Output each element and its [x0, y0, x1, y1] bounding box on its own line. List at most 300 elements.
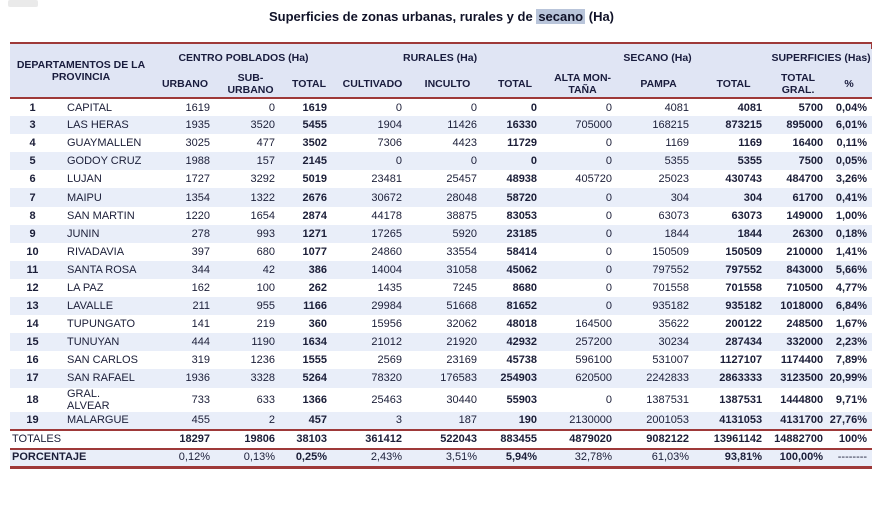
centro-total-value: 1271: [302, 227, 328, 240]
table-row: [10, 207, 872, 225]
secano-total-value: 1169: [738, 137, 763, 150]
title-prefix: Superficies de zonas urbanas, rurales y de: [268, 9, 537, 24]
urbano-value: 397: [191, 245, 210, 258]
rurales-total-value: 58720: [506, 191, 538, 204]
table-footer: [10, 430, 872, 468]
secano-total-value: 1127107: [719, 354, 763, 367]
pampa-value: 1169: [665, 137, 690, 150]
row-number: 19: [26, 414, 39, 427]
pampa-value: 25023: [658, 173, 690, 186]
row-number: 15: [26, 336, 39, 349]
total-gral-value: 61700: [792, 191, 824, 204]
inculto-value: 28048: [446, 191, 478, 204]
row-number: 7: [29, 191, 36, 204]
urbano-value: 733: [191, 393, 210, 406]
table-row: [10, 369, 872, 387]
secano-total-value: 1387531: [719, 393, 763, 406]
inculto-value: 0: [470, 155, 478, 168]
header-group-rurales: RURALES (Ha): [335, 43, 545, 71]
suburbano-value: 680: [256, 245, 275, 258]
centro-total-value: 360: [308, 318, 328, 331]
rurales-total-value: 45062: [506, 263, 538, 276]
cultivado-value: 3: [395, 414, 403, 427]
department-name: GODOY CRUZ: [67, 155, 142, 168]
inculto-value: 11426: [447, 119, 478, 132]
header-suburbano: SUB-URBANO: [218, 71, 283, 98]
rurales-total-value: 190: [518, 414, 538, 427]
rurales-total-value: 16330: [506, 119, 538, 132]
inculto-value: 32062: [446, 318, 478, 331]
suburbano-value: 1654: [250, 209, 275, 222]
inculto-value: 5920: [452, 227, 478, 240]
cultivado-value: 29984: [371, 300, 403, 313]
pampa-value: 935182: [652, 300, 690, 313]
alta-montana-value: 0: [545, 98, 620, 116]
total-gral-value: 3123500: [780, 372, 824, 385]
alta-montana-value: 0: [605, 300, 613, 313]
department-name: LUJAN: [67, 173, 102, 186]
table-body: [10, 98, 872, 430]
centro-total-value: 1366: [302, 393, 328, 406]
rurales-total-value: 11729: [507, 137, 538, 150]
totals-value: 18297: [152, 430, 218, 449]
pampa-value: 5355: [664, 155, 690, 168]
department-name: TUNUYAN: [67, 336, 120, 349]
department-name: MALARGUE: [67, 414, 129, 427]
title-suffix: (Ha): [585, 9, 615, 24]
totals-value: 100%: [826, 430, 872, 449]
alta-montana-value: 0: [605, 155, 613, 168]
department-name: SAN CARLOS: [67, 354, 138, 367]
percent-value: 32,78%: [545, 449, 620, 468]
total-gral-value: 332000: [786, 336, 824, 349]
centro-total-value: 2874: [302, 209, 328, 222]
urbano-value: 455: [191, 414, 210, 427]
urbano-value: 3025: [185, 137, 210, 150]
secano-total-value: 935182: [725, 300, 763, 313]
secano-total-value: 873215: [725, 119, 763, 132]
percent-value: 0,04%: [826, 98, 872, 116]
department-name: CAPITAL: [55, 98, 152, 116]
header-group-secano: SECANO (Ha): [545, 43, 770, 71]
department-name: MAIPU: [67, 191, 102, 204]
centro-total-value: 2145: [302, 155, 328, 168]
centro-total-value: 1619: [283, 98, 335, 116]
totals-row: [10, 430, 872, 449]
suburbano-value: 157: [256, 155, 275, 168]
alta-montana-value: 0: [605, 191, 613, 204]
secano-total-value: 304: [743, 191, 763, 204]
department-name: GRAL. ALVEAR: [67, 387, 110, 412]
row-number: 8: [29, 209, 36, 222]
percent-value: 0,12%: [152, 449, 218, 468]
totals-value: 14882700: [770, 430, 826, 449]
cultivado-value: 17265: [371, 227, 403, 240]
rurales-total-value: 58414: [506, 245, 538, 258]
centro-total-value: 386: [308, 263, 328, 276]
header-centro-total: TOTAL: [283, 71, 335, 98]
row-number: 3: [29, 119, 36, 132]
total-gral-value: 7500: [798, 155, 824, 168]
percent-value: 0,13%: [218, 449, 283, 468]
alta-montana-value: 257200: [575, 336, 613, 349]
urbano-value: 1619: [152, 98, 218, 116]
secano-total-value: 200122: [725, 318, 763, 331]
header-pampa: PAMPA: [620, 71, 697, 98]
alta-montana-value: 164500: [575, 318, 613, 331]
table-row: [10, 297, 872, 315]
suburbano-value: 219: [256, 318, 275, 331]
percent-value: 7,89%: [835, 354, 868, 367]
alta-montana-value: 596100: [575, 354, 613, 367]
table-row: [10, 116, 872, 134]
rurales-total-value: 42932: [506, 336, 538, 349]
cultivado-value: 15956: [371, 318, 403, 331]
rurales-total-value: 81652: [506, 300, 538, 313]
totals-value: 19806: [218, 430, 283, 449]
cultivado-value: 1435: [377, 281, 403, 294]
suburbano-value: 3520: [250, 119, 275, 132]
header-alta-montana: ALTA MON-TAÑA: [545, 71, 620, 98]
secano-total-value: 150509: [725, 245, 763, 258]
alta-montana-value: 0: [605, 137, 613, 150]
header-cultivado: CULTIVADO: [335, 71, 410, 98]
percent-value: 9,71%: [835, 393, 868, 406]
centro-total-value: 457: [308, 414, 328, 427]
centro-total-value: 5455: [302, 119, 328, 132]
table-row: [10, 388, 872, 412]
secano-total-value: 4131053: [719, 414, 763, 427]
rurales-total-value: 254903: [500, 372, 538, 385]
row-number: 12: [26, 281, 39, 294]
pampa-value: 35622: [658, 318, 690, 331]
suburbano-value: 1322: [250, 191, 275, 204]
urbano-value: 141: [191, 318, 210, 331]
total-gral-value: 248500: [786, 318, 824, 331]
secano-total-value: 1844: [737, 227, 763, 240]
row-number: 9: [29, 227, 36, 240]
pampa-value: 1387531: [646, 393, 690, 406]
urbano-value: 1220: [185, 209, 210, 222]
cultivado-value: 0: [395, 155, 403, 168]
cultivado-value: 23481: [371, 173, 403, 186]
cultivado-value: 30672: [371, 191, 403, 204]
rurales-total-value: 55903: [506, 393, 538, 406]
pampa-value: 2242833: [646, 372, 690, 385]
percent-value: 2,23%: [835, 336, 868, 349]
urbano-value: 1936: [185, 372, 210, 385]
rurales-total-value: 83053: [506, 209, 538, 222]
rurales-total-value: 48938: [506, 173, 538, 186]
urbano-value: 278: [191, 227, 210, 240]
table-row: [10, 333, 872, 351]
total-gral-value: 149000: [786, 209, 824, 222]
alta-montana-value: 2130000: [569, 414, 613, 427]
percent-value: 6,84%: [835, 300, 868, 313]
row-number: 16: [26, 354, 39, 367]
header-group-centro-poblados: CENTRO POBLADOS (Ha): [152, 43, 335, 71]
totals-value: 13961142: [697, 430, 770, 449]
rurales-total-value: 0: [530, 155, 538, 168]
percent-value: 3,51%: [410, 449, 485, 468]
row-number: 4: [29, 137, 36, 150]
percent-value: 1,41%: [835, 245, 868, 258]
percent-value: 0,41%: [835, 191, 868, 204]
urbano-value: 1935: [185, 119, 210, 132]
department-name: JUNIN: [67, 227, 100, 240]
inculto-value: 51668: [446, 300, 478, 313]
inculto-value: 23169: [446, 354, 478, 367]
table-row: [10, 225, 872, 243]
percent-value: 93,81%: [697, 449, 770, 468]
totals-value: 4879020: [545, 430, 620, 449]
percent-label: PORCENTAJE: [10, 449, 152, 468]
inculto-value: 176583: [440, 372, 478, 385]
inculto-value: 0: [410, 98, 485, 116]
urbano-value: 444: [191, 336, 210, 349]
table-row: [10, 412, 872, 430]
department-name: TUPUNGATO: [67, 318, 136, 331]
percent-value: 5,94%: [485, 449, 545, 468]
urbano-value: 319: [191, 354, 210, 367]
centro-total-value: 1634: [302, 336, 328, 349]
header-inculto: INCULTO: [410, 71, 485, 98]
suburbano-value: 477: [256, 137, 275, 150]
table-row: [10, 261, 872, 279]
urbano-value: 1727: [185, 173, 210, 186]
suburbano-value: 955: [256, 300, 275, 313]
cultivado-value: 44178: [371, 209, 403, 222]
percent-value: 100,00%: [770, 449, 826, 468]
cultivado-value: 1904: [377, 119, 403, 132]
cultivado-value: 14004: [371, 263, 403, 276]
percent-value: --------: [826, 449, 872, 468]
urbano-value: 211: [192, 300, 210, 313]
percent-value: 27,76%: [829, 414, 868, 427]
header-total-gral: TOTAL GRAL.: [770, 71, 826, 98]
department-name: RIVADAVIA: [67, 245, 125, 258]
pampa-value: 30234: [658, 336, 690, 349]
inculto-value: 33554: [446, 245, 478, 258]
inculto-value: 7245: [452, 281, 478, 294]
percent-value: 20,99%: [829, 372, 868, 385]
row-number: 14: [26, 318, 39, 331]
cultivado-value: 0: [335, 98, 410, 116]
totals-value: 361412: [335, 430, 410, 449]
totals-label: TOTALES: [10, 430, 152, 449]
secano-total-value: 5355: [737, 155, 763, 168]
centro-total-value: 5019: [302, 173, 328, 186]
table-header: [10, 43, 872, 98]
totals-value: 38103: [283, 430, 335, 449]
table-row: [10, 98, 872, 116]
inculto-value: 25457: [446, 173, 478, 186]
table-row: [10, 152, 872, 170]
inculto-value: 31058: [446, 263, 478, 276]
cultivado-value: 25463: [371, 393, 403, 406]
percent-value: 61,03%: [620, 449, 697, 468]
secano-total-value: 287434: [725, 336, 763, 349]
surfaces-table: [10, 42, 872, 469]
alta-montana-value: 0: [605, 263, 613, 276]
table-row: [10, 134, 872, 152]
pampa-value: 1844: [664, 227, 690, 240]
row-number: 6: [29, 173, 36, 186]
inculto-value: 4423: [452, 137, 478, 150]
header-secano-total: TOTAL: [697, 71, 770, 98]
cultivado-value: 78320: [371, 372, 403, 385]
alta-montana-value: 405720: [575, 173, 613, 186]
percent-value: 0,18%: [835, 227, 868, 240]
suburbano-value: 633: [256, 393, 275, 406]
table-row: [10, 351, 872, 369]
row-number: 18: [26, 393, 39, 406]
inculto-value: 187: [458, 414, 478, 427]
table-row: [10, 170, 872, 188]
alta-montana-value: 0: [605, 209, 613, 222]
total-gral-value: 16400: [792, 137, 824, 150]
department-name: SANTA ROSA: [67, 263, 137, 276]
pampa-value: 531007: [652, 354, 690, 367]
header-departamentos: DEPARTAMENTOS DE LA PROVINCIA: [10, 43, 152, 98]
secano-total-value: 430743: [725, 173, 763, 186]
pampa-value: 304: [670, 191, 690, 204]
header-rurales-total: TOTAL: [485, 71, 545, 98]
row-number: 11: [26, 263, 39, 276]
totals-value: 522043: [410, 430, 485, 449]
header-group-superficies: SUPERFICIES (Has): [770, 43, 872, 71]
percent-value: 3,26%: [835, 173, 868, 186]
percent-value: 1,67%: [835, 318, 868, 331]
rurales-total-value: 8680: [512, 281, 538, 294]
suburbano-value: 2: [268, 414, 275, 427]
secano-total-value: 701558: [725, 281, 763, 294]
title-highlighted-word: secano: [538, 9, 584, 24]
percent-value: 2,43%: [335, 449, 410, 468]
alta-montana-value: 0: [605, 393, 613, 406]
secano-total-value: 63073: [731, 209, 763, 222]
header-percent: %: [826, 71, 872, 98]
totals-value: 883455: [485, 430, 545, 449]
secano-total-value: 4081: [697, 98, 770, 116]
cultivado-value: 7306: [377, 137, 403, 150]
total-gral-value: 210000: [786, 245, 824, 258]
suburbano-value: 3328: [250, 372, 275, 385]
pampa-value: 168215: [652, 119, 690, 132]
centro-total-value: 3502: [302, 137, 328, 150]
table-row: [10, 315, 872, 333]
total-gral-value: 1174400: [780, 354, 824, 367]
suburbano-value: 993: [256, 227, 275, 240]
percent-value: 6,01%: [835, 119, 868, 132]
total-gral-value: 843000: [786, 263, 824, 276]
cultivado-value: 21012: [371, 336, 403, 349]
percent-value: 5,66%: [835, 263, 868, 276]
pampa-value: 150509: [652, 245, 690, 258]
row-number: 1: [29, 101, 36, 114]
inculto-value: 38875: [446, 209, 478, 222]
totals-value: 9082122: [620, 430, 697, 449]
percent-value: 0,11%: [836, 137, 868, 150]
department-name: SAN MARTIN: [67, 209, 135, 222]
percent-value: 1,00%: [835, 209, 868, 222]
department-name: LAVALLE: [67, 300, 114, 313]
suburbano-value: 1236: [250, 354, 275, 367]
table-row: [10, 279, 872, 297]
centro-total-value: 5264: [302, 372, 328, 385]
suburbano-value: 100: [256, 281, 275, 294]
header-urbano: URBANO: [152, 71, 218, 98]
inculto-value: 30440: [446, 393, 478, 406]
alta-montana-value: 620500: [575, 372, 613, 385]
row-number: 5: [29, 155, 36, 168]
rurales-total-value: 48018: [506, 318, 538, 331]
pampa-value: 4081: [620, 98, 697, 116]
percent-row: [10, 449, 872, 468]
pampa-value: 63073: [658, 209, 690, 222]
suburbano-value: 0: [218, 98, 283, 116]
pampa-value: 701558: [652, 281, 690, 294]
alta-montana-value: 0: [605, 281, 613, 294]
total-gral-value: 710500: [786, 281, 824, 294]
rurales-total-value: 0: [485, 98, 545, 116]
total-gral-value: 1018000: [780, 300, 824, 313]
table-row: [10, 243, 872, 261]
pampa-value: 2001053: [646, 414, 690, 427]
total-gral-value: 895000: [786, 119, 824, 132]
total-gral-value: 5700: [770, 98, 826, 116]
percent-value: 0,25%: [283, 449, 335, 468]
suburbano-value: 42: [262, 263, 275, 276]
urbano-value: 1354: [185, 191, 210, 204]
row-number: 13: [26, 300, 39, 313]
rurales-total-value: 23185: [506, 227, 538, 240]
row-number: 17: [26, 372, 39, 385]
alta-montana-value: 0: [605, 245, 613, 258]
centro-total-value: 262: [308, 281, 328, 294]
secano-total-value: 2863333: [719, 372, 763, 385]
cultivado-value: 2569: [377, 354, 403, 367]
inculto-value: 21920: [446, 336, 478, 349]
alta-montana-value: 0: [605, 227, 613, 240]
header-group-row: [10, 43, 872, 71]
total-gral-value: 1444800: [780, 393, 824, 406]
centro-total-value: 1555: [302, 354, 328, 367]
total-gral-value: 484700: [786, 173, 824, 186]
centro-total-value: 2676: [302, 191, 328, 204]
department-name: GUAYMALLEN: [67, 137, 142, 150]
total-gral-value: 4131700: [780, 414, 824, 427]
percent-value: 4,77%: [835, 281, 868, 294]
percent-value: 0,05%: [835, 155, 868, 168]
page-title: [0, 9, 883, 24]
department-name: LAS HERAS: [67, 119, 129, 132]
suburbano-value: 1190: [251, 336, 275, 349]
row-number: 10: [26, 245, 39, 258]
department-name: SAN RAFAEL: [67, 372, 135, 385]
table-row: [10, 188, 872, 206]
total-gral-value: 26300: [792, 227, 824, 240]
centro-total-value: 1166: [303, 300, 328, 313]
rurales-total-value: 45738: [506, 354, 538, 367]
suburbano-value: 3292: [250, 173, 275, 186]
cultivado-value: 24860: [371, 245, 403, 258]
urbano-value: 1988: [185, 155, 210, 168]
urbano-value: 162: [191, 281, 210, 294]
pampa-value: 797552: [652, 263, 690, 276]
urbano-value: 344: [191, 263, 210, 276]
scan-smudge: [8, 0, 38, 7]
